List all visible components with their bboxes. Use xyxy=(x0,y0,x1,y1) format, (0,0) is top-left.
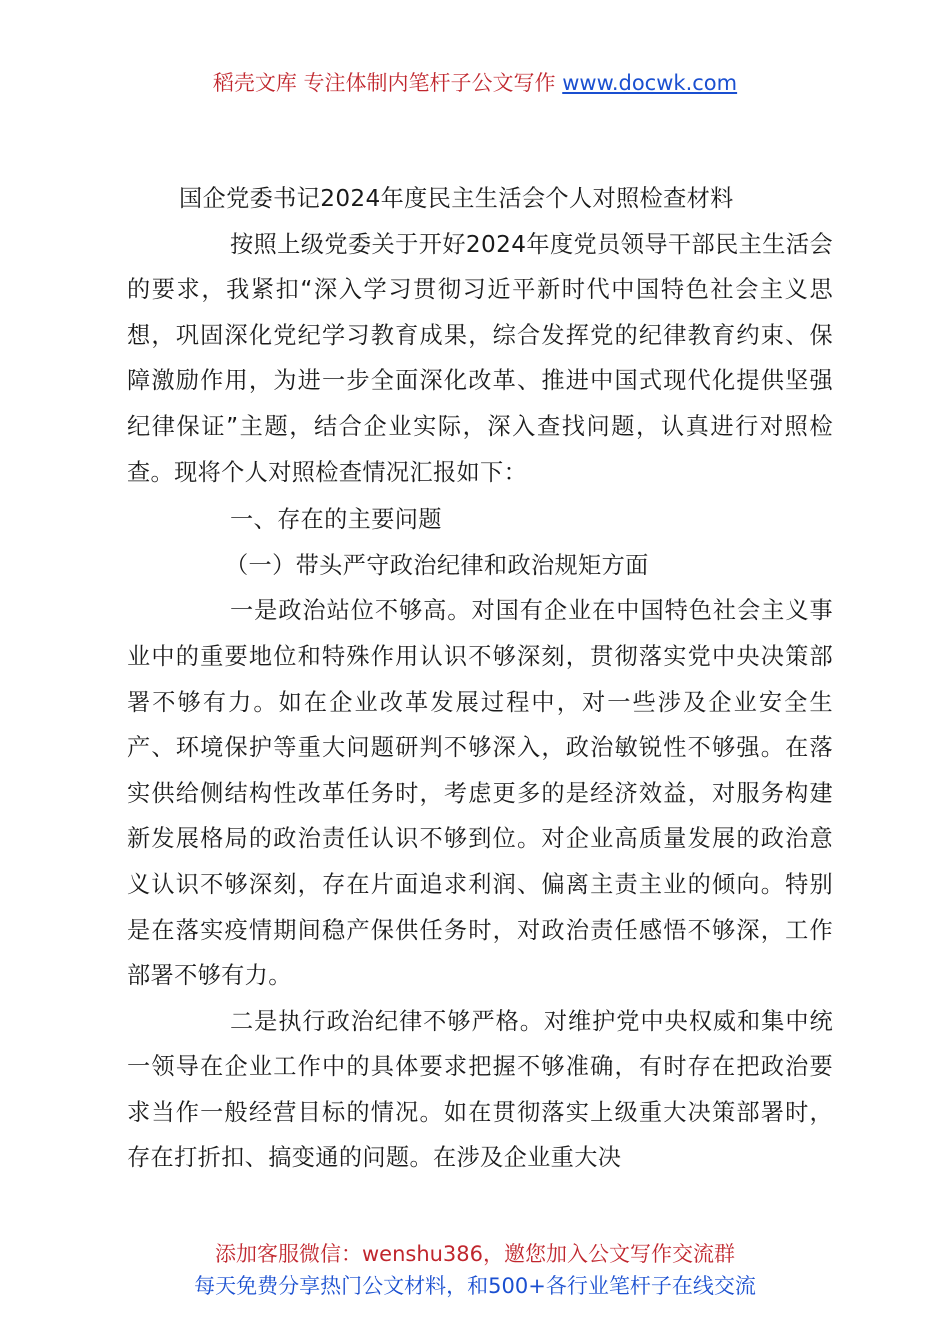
footer-wechat-line: 添加客服微信：wenshu386，邀您加入公文写作交流群 xyxy=(214,1242,736,1266)
website-link[interactable]: www.docwk.com xyxy=(562,71,738,95)
document-body xyxy=(127,176,833,1181)
intro-paragraph: 按照上级党委关于开好2024年度党员领导干部民主生活会的要求，我紧扣“深入学习贯彻习近平新时代中国特色社会主义思想，巩固深化党纪学习教育成果，综合发挥党的纪律教育约束、保障激励作用，为进一步全面深化改革、推进中国式现代化提供坚强纪律保证”主题，结合企业实际，深入查找问题，认真进行对照检查。现将个人对照检查情况汇报如下： xyxy=(127,230,833,486)
section-heading: 一、存在的主要问题 xyxy=(230,506,442,534)
footer-share-line: 每天免费分享热门公文材料，和500+各行业笔杆子在线交流 xyxy=(194,1274,756,1298)
document-title: 国企党委书记2024年度民主生活会个人对照检查材料 xyxy=(179,185,734,212)
watermark-header xyxy=(0,68,950,98)
brand-text: 稻壳文库 专注体制内笔杆子公文写作 xyxy=(212,71,563,95)
body-paragraph-2: 二是执行政治纪律不够严格。对维护党中央权威和集中统一领导在企业工作中的具体要求把握不够准确，有时存在把政治要求当作一般经营目标的情况。如在贯彻落实上级重大决策部署时，存在打折扣、搞变通的问题。在涉及企业重大决 xyxy=(127,1007,833,1172)
promo-footer xyxy=(0,1238,950,1302)
subsection-heading: （一）带头严守政治纪律和政治规矩方面 xyxy=(225,551,649,579)
body-paragraph-1: 一是政治站位不够高。对国有企业在中国特色社会主义事业中的重要地位和特殊作用认识不够深刻，贯彻落实党中央决策部署不够有力。如在企业改革发展过程中，对一些涉及企业安全生产、环境保护等重大问题研判不够深入，政治敏锐性不够强。在落实供给侧结构性改革任务时，考虑更多的是经济效益，对服务构建新发展格局的政治责任认识不够到位。对企业高质量发展的政治意义认识不够深刻，存在片面追求利润、偏离主责主业的倾向。特别是在落实疫情期间稳产保供任务时，对政治责任感悟不够深，工作部署不够有力。 xyxy=(127,597,833,990)
